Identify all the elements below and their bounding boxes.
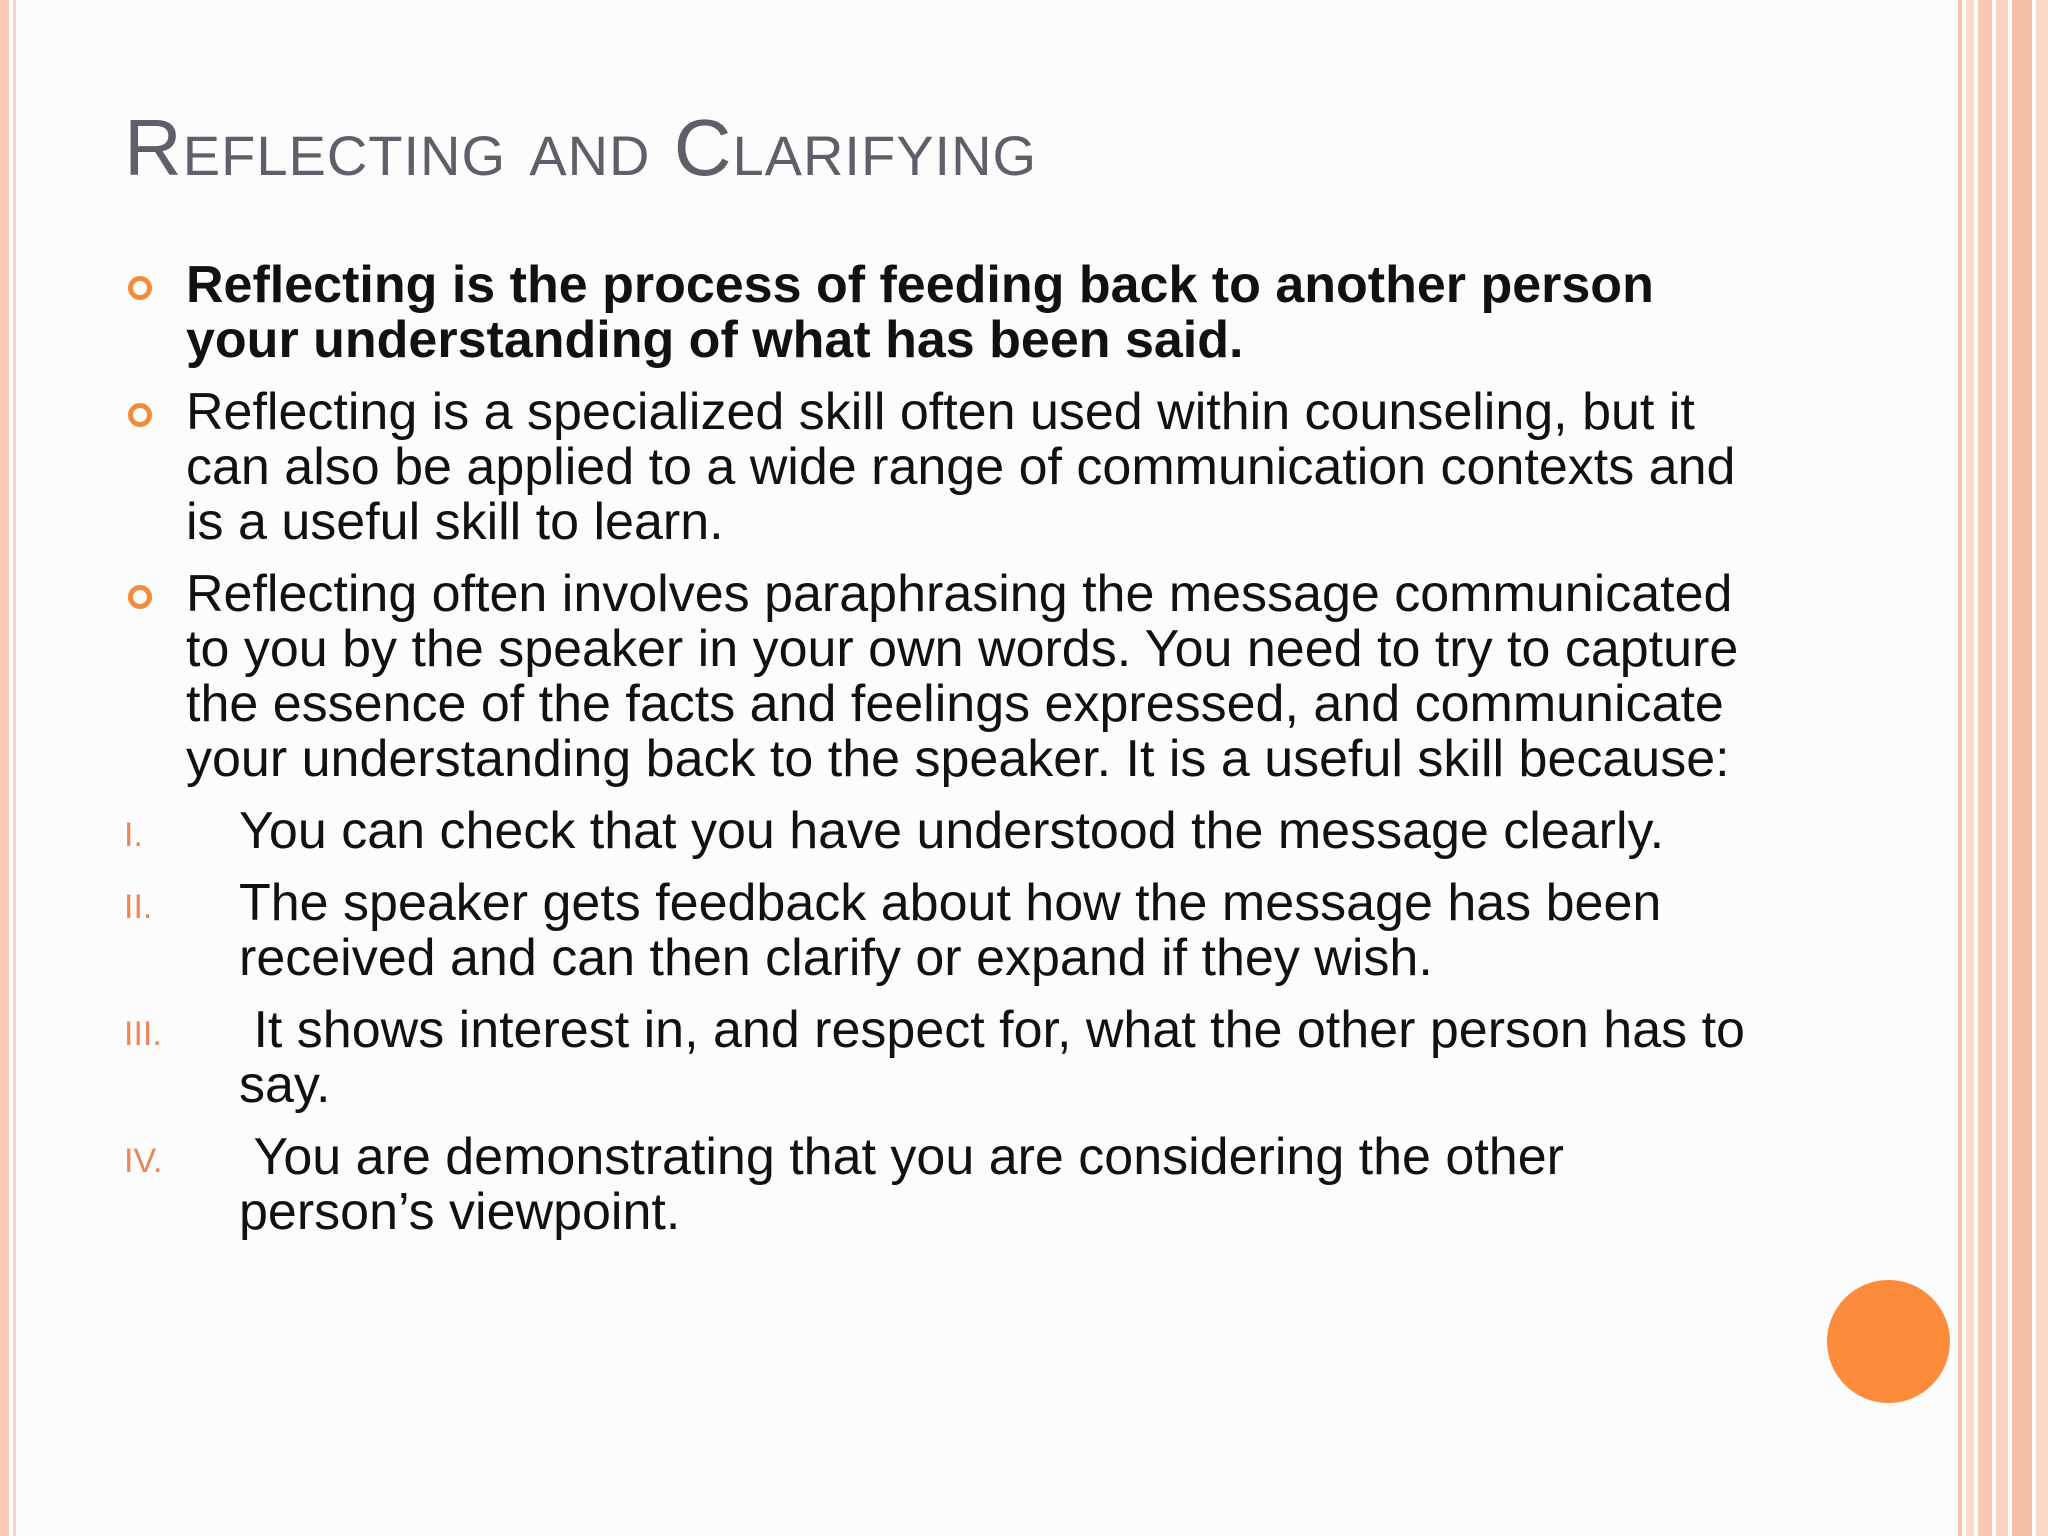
numbered-item bbox=[124, 804, 1764, 859]
right-border-stripe bbox=[1978, 0, 1992, 1536]
left-border-stripe bbox=[0, 0, 9, 1536]
numbered-text: You are demonstrating that you are considering the other person’s viewpoint. bbox=[239, 1128, 1579, 1241]
left-border-stripe bbox=[13, 0, 16, 1536]
numbered-item bbox=[124, 876, 1764, 986]
numbered-item bbox=[124, 1003, 1764, 1113]
roman-numeral-marker: I. bbox=[124, 816, 143, 854]
roman-numeral-marker: IV. bbox=[124, 1142, 163, 1180]
slide-content bbox=[124, 258, 1764, 1257]
right-border-stripe bbox=[2036, 0, 2048, 1536]
bullet-item bbox=[124, 385, 1764, 550]
right-border-stripe bbox=[1966, 0, 1974, 1536]
bullet-text: Reflecting is a specialized skill often used within counseling, but it can also be applied to a wide range of communication contexts and is a useful skill to learn. bbox=[186, 383, 1736, 551]
slide-title: Reflecting and Clarifying bbox=[124, 103, 1038, 192]
numbered-text: You can check that you have understood the message clearly. bbox=[239, 802, 1665, 860]
hollow-circle-bullet-icon bbox=[128, 403, 152, 427]
bullet-text: Reflecting is the process of feeding back to another person your understanding of what has been said. bbox=[186, 256, 1654, 369]
hollow-circle-bullet-icon bbox=[128, 276, 152, 300]
numbered-text: It shows interest in, and respect for, what the other person has to say. bbox=[239, 1001, 1760, 1114]
right-border-stripe bbox=[1996, 0, 2008, 1536]
right-border-stripe bbox=[1958, 0, 1962, 1536]
bullet-text: Reflecting often involves paraphrasing the message communicated to you by the speaker in your own words. You need to try to capture the essence of the facts and feelings expressed, and communicate your understanding back to the speaker. It is a useful skill because: bbox=[186, 565, 1739, 788]
roman-numeral-marker: III. bbox=[124, 1015, 162, 1053]
hollow-circle-bullet-icon bbox=[128, 585, 152, 609]
numbered-text: The speaker gets feedback about how the message has been received and can then clarify or expand if they wish. bbox=[239, 874, 1662, 987]
orange-circle-icon bbox=[1827, 1280, 1950, 1403]
bullet-item bbox=[124, 567, 1764, 787]
numbered-item bbox=[124, 1130, 1764, 1240]
right-border-stripe bbox=[2012, 0, 2032, 1536]
bullet-item bbox=[124, 258, 1764, 368]
roman-numeral-marker: II. bbox=[124, 888, 153, 926]
